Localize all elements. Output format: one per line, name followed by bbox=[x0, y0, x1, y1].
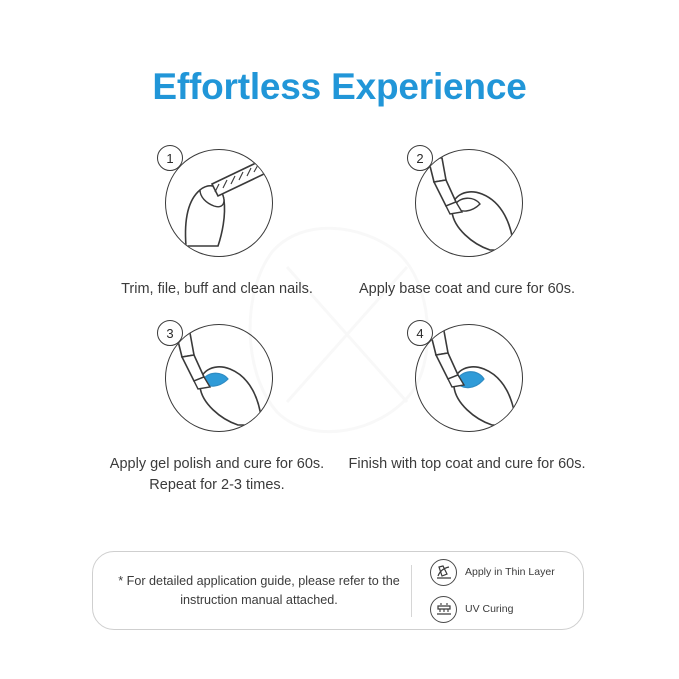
step-4-illustration bbox=[407, 320, 527, 440]
step-item bbox=[342, 320, 592, 496]
badge-item bbox=[430, 596, 583, 623]
nail-file-icon bbox=[166, 150, 272, 256]
badge-label: UV Curing bbox=[465, 603, 514, 615]
badge-item bbox=[430, 559, 583, 586]
step-item bbox=[342, 145, 592, 300]
step-number-badge: 3 bbox=[157, 320, 183, 346]
base-coat-brush-icon bbox=[416, 150, 522, 256]
step-1-circle bbox=[165, 149, 273, 257]
step-number-badge: 2 bbox=[407, 145, 433, 171]
page-title: Effortless Experience bbox=[152, 66, 527, 107]
step-caption: Apply gel polish and cure for 60s. Repeat for 2-3 times. bbox=[109, 456, 325, 494]
step-2-circle bbox=[415, 149, 523, 257]
step-2-illustration bbox=[407, 145, 527, 265]
step-3-illustration bbox=[157, 320, 277, 440]
steps-grid bbox=[92, 145, 592, 516]
footer-note-box bbox=[92, 551, 584, 630]
step-caption: Finish with top coat and cure for 60s. bbox=[348, 456, 586, 473]
gel-polish-brush-icon bbox=[166, 325, 272, 431]
step-1-illustration bbox=[157, 145, 277, 265]
step-3-circle bbox=[165, 324, 273, 432]
step-4-circle bbox=[415, 324, 523, 432]
badge-list bbox=[412, 559, 583, 623]
step-caption: Apply base coat and cure for 60s. bbox=[358, 281, 576, 297]
step-number-badge: 1 bbox=[157, 145, 183, 171]
step-item bbox=[92, 320, 342, 496]
thin-layer-icon bbox=[430, 559, 457, 586]
uv-lamp-icon bbox=[430, 596, 457, 623]
footer-note-text: * For detailed application guide, please refer to the instruction manual attached. bbox=[118, 573, 400, 607]
badge-label: Apply in Thin Layer bbox=[465, 566, 555, 578]
step-number-badge: 4 bbox=[407, 320, 433, 346]
step-caption: Trim, file, buff and clean nails. bbox=[121, 281, 313, 297]
step-item bbox=[92, 145, 342, 300]
top-coat-brush-icon bbox=[416, 325, 522, 431]
